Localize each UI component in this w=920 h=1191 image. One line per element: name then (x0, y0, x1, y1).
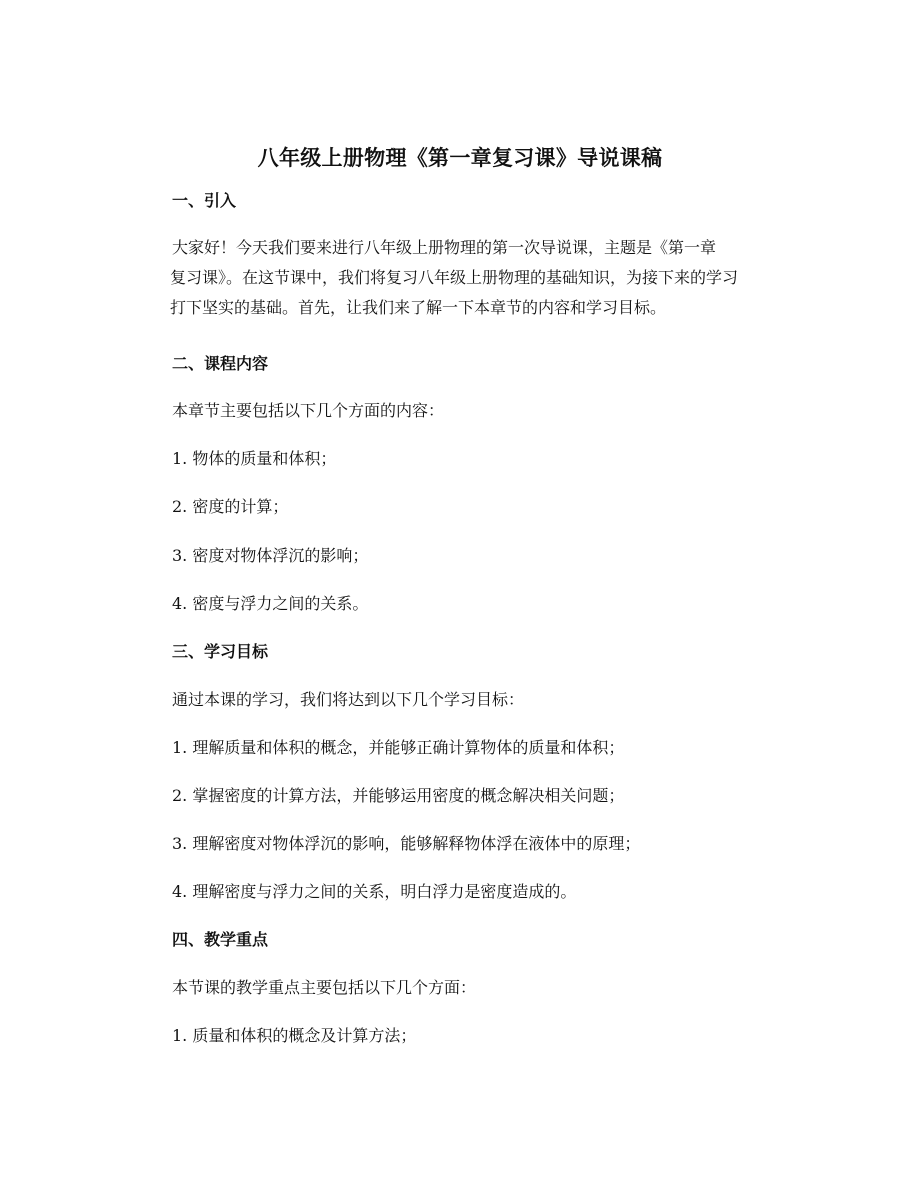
section-heading-focus: 四、教学重点 (172, 930, 269, 949)
content-item-4: 4. 密度与浮力之间的关系。 (172, 594, 369, 613)
goals-item-4: 4. 理解密度与浮力之间的关系，明白浮力是密度造成的。 (172, 882, 577, 901)
content-item-2: 2. 密度的计算； (172, 497, 289, 516)
goals-lead: 通过本课的学习，我们将达到以下几个学习目标： (172, 690, 525, 709)
content-lead: 本章节主要包括以下几个方面的内容： (172, 401, 445, 420)
focus-lead: 本节课的教学重点主要包括以下几个方面： (172, 978, 477, 997)
intro-line-3: 打下坚实的基础。首先，让我们来了解一下本章节的内容和学习目标。 (170, 298, 667, 317)
goals-item-3: 3. 理解密度对物体浮沉的影响，能够解释物体浮在液体中的原理； (172, 834, 641, 853)
focus-item-1: 1. 质量和体积的概念及计算方法； (172, 1026, 417, 1045)
intro-line-2: 复习课》。在这节课中，我们将复习八年级上册物理的基础知识，为接下来的学习 (170, 268, 739, 287)
document-title: 八年级上册物理《第一章复习课》导说课稿 (257, 145, 663, 170)
intro-line-1: 大家好！今天我们要来进行八年级上册物理的第一次导说课，主题是《第一章 (172, 238, 717, 257)
section-heading-goals: 三、学习目标 (172, 642, 269, 661)
goals-item-2: 2. 掌握密度的计算方法，并能够运用密度的概念解决相关问题； (172, 786, 625, 805)
content-item-1: 1. 物体的质量和体积； (172, 449, 337, 468)
section-heading-content: 二、课程内容 (172, 354, 269, 373)
goals-item-1: 1. 理解质量和体积的概念，并能够正确计算物体的质量和体积； (172, 738, 625, 757)
content-item-3: 3. 密度对物体浮沉的影响； (172, 546, 369, 565)
intro-paragraph (172, 233, 787, 323)
section-heading-intro: 一、引入 (172, 191, 237, 210)
